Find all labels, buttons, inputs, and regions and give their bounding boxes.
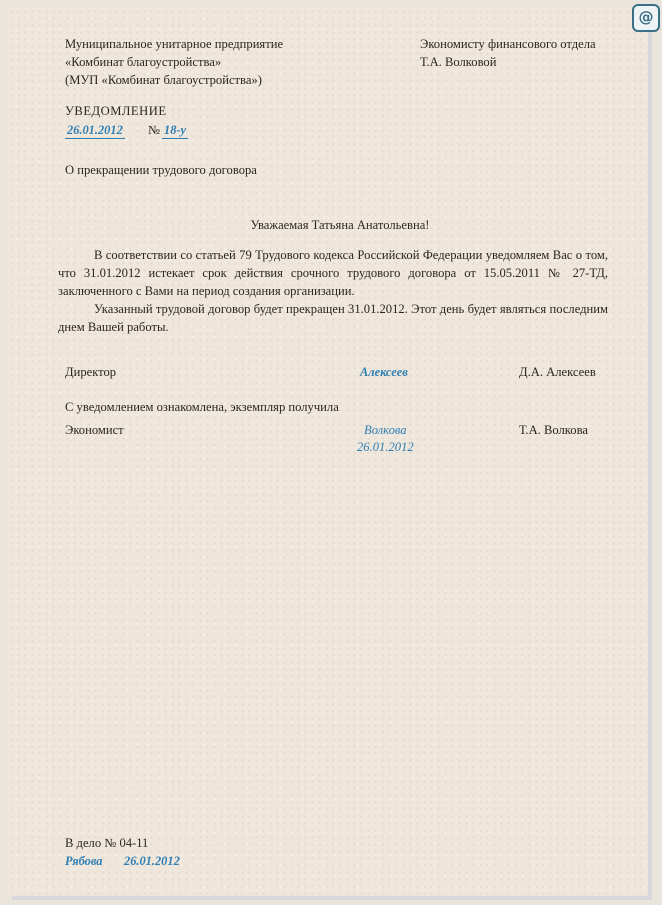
sender-line-3: (МУП «Комбинат благоустройства») <box>65 73 262 87</box>
employee-ack-date: 26.01.2012 <box>357 440 414 454</box>
employee-position: Экономист <box>65 423 124 437</box>
sender-line-1: Муниципальное унитарное предприятие <box>65 37 284 51</box>
body-text <box>58 246 608 336</box>
director-name: Д.А. Алексеев <box>519 365 596 379</box>
filing-signature: Рябова <box>65 854 103 868</box>
document-subject: О прекращении трудового договора <box>65 163 257 177</box>
recipient-line-1: Экономисту финансового отдела <box>420 37 596 51</box>
acknowledgement-text: С уведомлением ознакомлена, экземпляр получила <box>65 400 339 414</box>
filing-date: 26.01.2012 <box>124 854 180 868</box>
document-page <box>8 8 648 896</box>
paragraph-1: В соответствии со статьей 79 Трудового кодекса Российской Федерации уведомляем Вас о том, что 31.01.2012 истекает срок действия срочного трудового договора от 15.05.2011 № 27-ТД, заключенного с Вами на период создания организации. <box>58 248 608 298</box>
document-number-value: 18-у <box>164 123 187 137</box>
paragraph-2: Указанный трудовой договор будет прекращен 31.01.2012. Этот день будет являться последним днем Вашей работы. <box>58 302 608 334</box>
employee-signature: Волкова <box>364 423 407 437</box>
document-date <box>65 123 125 139</box>
document-type: УВЕДОМЛЕНИЕ <box>65 104 167 118</box>
director-signature: Алексеев <box>360 365 408 379</box>
filing-note: В дело № 04-11 <box>65 836 149 850</box>
recipient-line-2: Т.А. Волковой <box>420 55 497 69</box>
at-sign-icon[interactable]: @ <box>632 4 660 32</box>
director-position: Директор <box>65 365 117 379</box>
document-number-sign: № <box>148 123 161 137</box>
document-date-value: 26.01.2012 <box>67 123 123 137</box>
sender-line-2: «Комбинат благоустройства» <box>65 55 222 69</box>
employee-name: Т.А. Волкова <box>519 423 588 437</box>
document-number <box>162 123 188 139</box>
salutation: Уважаемая Татьяна Анатольевна! <box>250 218 430 232</box>
